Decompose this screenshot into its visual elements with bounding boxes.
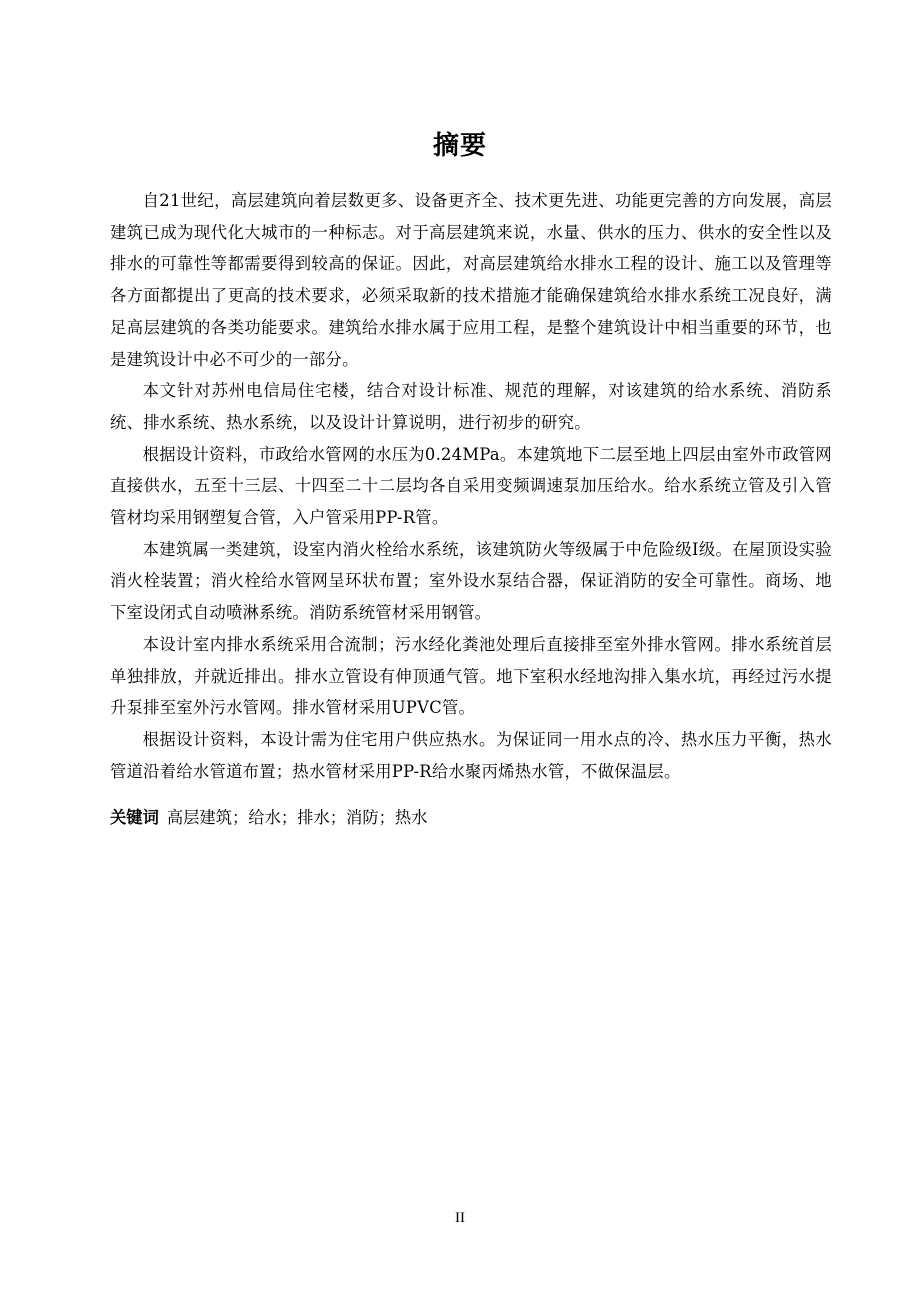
abstract-paragraph-1: 自21世纪，高层建筑向着层数更多、设备更齐全、技术更先进、功能更完善的方向发展，高层建筑已成为现代化大城市的一种标志。对于高层建筑来说，水量、供水的压力、供水的安全性以及排水的可靠性等都需要得到较高的保证。因此，对高层建筑给水排水工程的设计、施工以及管理等各方面都提出了更高的技术要求，必须采取新的技术措施才能确保建筑给水排水系统工况良好，满足高层建筑的各类功能要求。建筑给水排水属于应用工程，是整个建筑设计中相当重要的环节，也是建筑设计中必不可少的一部分。 [110,191,832,369]
abstract-title: 摘要 [432,131,487,161]
keyword-separator [379,808,395,827]
abstract-paragraph-4: 本建筑属一类建筑，设室内消火栓给水系统，该建筑防火等级属于中危险级Ⅰ级。在屋顶设实验消火栓装置；消火栓给水管网呈环状布置；室外设水泵结合器，保证消防的安全可靠性。商场、地下室设闭式自动喷淋系统。消防系统管材采用钢管。 [110,539,832,623]
abstract-paragraph-5: 本设计室内排水系统采用合流制；污水经化粪池处理后直接排至室外排水管网。排水系统首层单独排放，并就近排出。排水立管设有伸顶通气管。地下室积水经地沟排入集水坑，再经过污水提升泵排至室外污水管网。排水管材采用UPVC管。 [110,634,832,718]
page-number: II [455,1210,465,1226]
keyword-separator [330,808,346,827]
keywords-line [110,804,832,832]
abstract-paragraph-2: 本文针对苏州电信局住宅楼，结合对设计标准、规范的理解，对该建筑的给水系统、消防系统、排水系统、热水系统，以及设计计算说明，进行初步的研究。 [110,381,832,432]
keyword-item: 高层建筑 [166,808,232,827]
keyword-item: 消防 [346,808,379,827]
keyword-item: 排水 [297,808,330,827]
keyword-separator [232,808,248,827]
keyword-item: 热水 [394,808,428,827]
keyword-separator [281,808,297,827]
abstract-paragraph-3: 根据设计资料，市政给水管网的水压为0.24MPa。本建筑地下二层至地上四层由室外市政管网直接供水，五至十三层、十四至二十二层均各自采用变频调速泵加压给水。给水系统立管及引入管管材均采用钢塑复合管，入户管采用PP-R管。 [110,444,832,528]
abstract-paragraph-6: 根据设计资料，本设计需为住宅用户供应热水。为保证同一用水点的冷、热水压力平衡，热水管道沿着给水管道布置；热水管材采用PP-R给水聚丙烯热水管，不做保温层。 [110,729,832,781]
keyword-item: 给水 [248,808,281,827]
abstract-body [110,185,832,787]
keywords-label: 关键词 [110,808,159,827]
